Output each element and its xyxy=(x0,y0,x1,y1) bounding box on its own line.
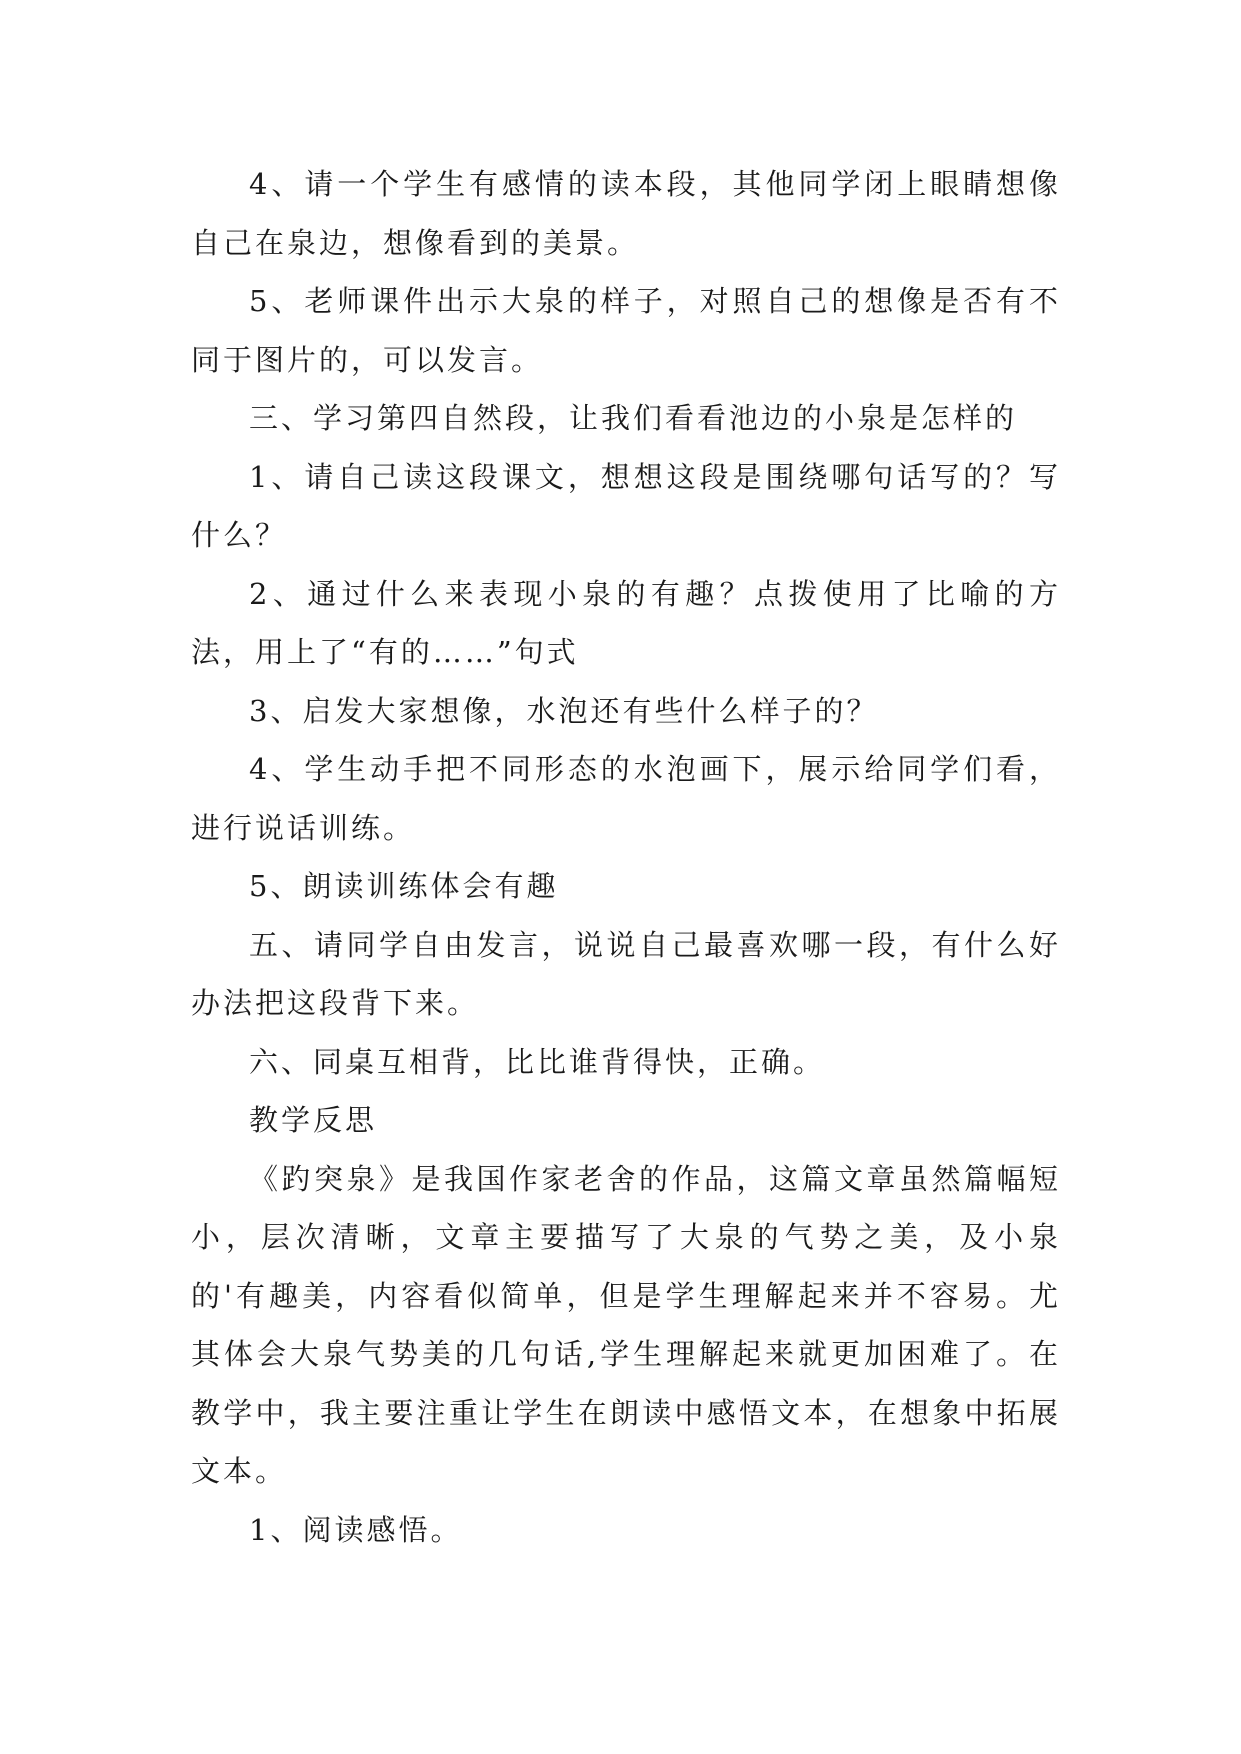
paragraph: 5、老师课件出示大泉的样子，对照自己的想像是否有不同于图片的，可以发言。 xyxy=(191,284,1061,377)
document-body xyxy=(191,155,1061,1559)
section-heading: 六、同桌互相背，比比谁背得快，正确。 xyxy=(249,1044,826,1079)
paragraph: 《趵突泉》是我国作家老舍的作品，这篇文章虽然篇幅短小，层次清晰，文章主要描写了大泉的气势之美，及小泉的'有趣美，内容看似简单，但是学生理解起来并不容易。尤其体会大泉气势美的几句话,学生理解起来就更加困难了。在教学中，我主要注重让学生在朗读中感悟文本，在想象中拓展文本。 xyxy=(191,1161,1061,1488)
section-title: 教学反思 xyxy=(249,1103,378,1137)
section-heading: 五、请同学自由发言，说说自己最喜欢哪一段，有什么好办法把这段背下来。 xyxy=(191,927,1061,1020)
paragraph: 2、通过什么来表现小泉的有趣？点拨使用了比喻的方法，用上了“有的……”句式 xyxy=(191,576,1061,669)
section-heading: 三、学习第四自然段，让我们看看池边的小泉是怎样的 xyxy=(249,401,1018,435)
paragraph: 4、请一个学生有感情的读本段，其他同学闭上眼睛想像自己在泉边，想像看到的美景。 xyxy=(191,167,1061,260)
paragraph: 3、启发大家想像，水泡还有些什么样子的？ xyxy=(249,693,879,728)
paragraph: 1、阅读感悟。 xyxy=(249,1512,463,1547)
paragraph: 4、学生动手把不同形态的水泡画下，展示给同学们看，进行说话训练。 xyxy=(191,752,1061,845)
paragraph: 5、朗读训练体会有趣 xyxy=(249,869,559,903)
paragraph: 1、请自己读这段课文，想想这段是围绕哪句话写的？写什么？ xyxy=(191,459,1061,552)
